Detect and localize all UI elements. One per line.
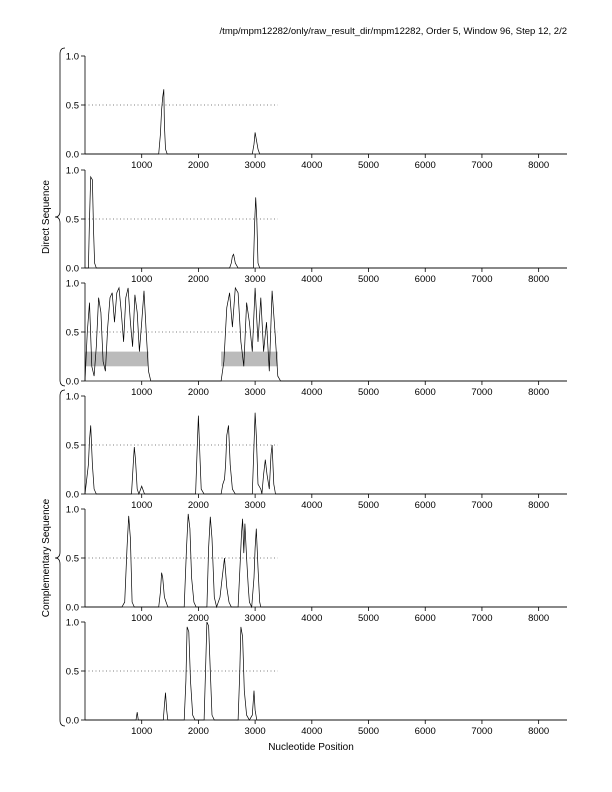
series-line [85,622,567,720]
series-line [85,89,567,154]
y-tick-label: 1.0 [65,391,79,403]
x-tick-label: 5000 [357,274,380,285]
x-tick-label: 6000 [414,613,436,624]
x-tick-label: 6000 [414,160,436,171]
panel-1 [66,52,567,172]
x-axis-label: Nucleotide Position [268,742,354,753]
x-tick-label: 5000 [357,160,380,171]
panel-5 [66,505,567,625]
group-label-complementary: Complementary Sequence [41,498,52,618]
group-label-direct: Direct Sequence [41,180,52,254]
x-tick-label: 5000 [357,726,380,737]
x-tick-label: 8000 [528,274,550,285]
x-tick-label: 3000 [244,613,266,624]
brace-direct [55,48,65,386]
x-tick-label: 5000 [357,500,380,511]
x-tick-label: 3000 [244,726,266,737]
panel-6 [66,618,567,738]
x-tick-label: 7000 [471,160,493,171]
x-tick-label: 8000 [528,726,550,737]
x-tick-label: 6000 [414,500,436,511]
x-tick-label: 1000 [131,500,153,511]
panel-4 [66,392,567,512]
x-tick-label: 2000 [187,387,209,398]
x-tick-label: 4000 [301,274,323,285]
x-tick-label: 2000 [187,160,209,171]
x-tick-label: 4000 [301,500,323,511]
panel-2 [66,166,567,286]
x-tick-label: 6000 [414,274,436,285]
x-tick-label: 8000 [528,500,550,511]
y-tick-label: 1.0 [65,278,79,290]
x-tick-label: 7000 [471,500,493,511]
x-tick-label: 3000 [244,160,266,171]
band-1 [85,352,149,367]
x-tick-label: 2000 [187,613,209,624]
y-tick-label: 0.0 [65,602,79,614]
series-line [85,413,567,494]
y-tick-label: 1.0 [65,504,79,516]
y-tick-label: 0.5 [65,666,79,678]
x-tick-label: 8000 [528,387,550,398]
x-tick-label: 5000 [357,613,380,624]
x-tick-label: 1000 [131,613,153,624]
x-tick-label: 3000 [244,274,266,285]
x-tick-label: 6000 [414,387,436,398]
x-tick-label: 3000 [244,500,266,511]
series-line [85,288,567,381]
x-tick-label: 4000 [301,387,323,398]
x-tick-label: 2000 [187,726,209,737]
x-tick-label: 5000 [357,387,380,398]
brace-complementary [55,390,65,726]
x-tick-label: 7000 [471,726,493,737]
x-tick-label: 2000 [187,274,209,285]
x-tick-label: 1000 [131,726,153,737]
x-tick-label: 4000 [301,726,323,737]
x-tick-label: 7000 [471,613,493,624]
y-tick-label: 0.5 [65,440,79,452]
x-tick-label: 3000 [244,387,266,398]
y-tick-label: 0.0 [65,263,79,275]
y-tick-label: 0.0 [65,376,79,388]
y-tick-label: 1.0 [65,51,79,63]
x-tick-label: 4000 [301,613,323,624]
x-tick-label: 4000 [301,160,323,171]
y-tick-label: 0.0 [65,489,79,501]
x-tick-label: 1000 [131,387,153,398]
panel-3 [66,279,567,399]
series-line [85,177,567,268]
y-tick-label: 0.5 [65,100,79,112]
y-tick-label: 1.0 [65,165,79,177]
y-tick-label: 1.0 [65,617,79,629]
x-tick-label: 8000 [528,160,550,171]
y-tick-label: 0.5 [65,327,79,339]
x-tick-label: 1000 [131,274,153,285]
page-title: /tmp/mpm12282/only/raw_result_dir/mpm12282, Order 5, Window 96, Step 12, 2/2 [219,26,567,37]
x-tick-label: 7000 [471,387,493,398]
y-tick-label: 0.5 [65,214,79,226]
x-tick-label: 2000 [187,500,209,511]
x-tick-label: 1000 [131,160,153,171]
x-tick-label: 8000 [528,613,550,624]
series-line [85,514,567,607]
x-tick-label: 6000 [414,726,436,737]
y-tick-label: 0.0 [65,149,79,161]
x-tick-label: 7000 [471,274,493,285]
y-tick-label: 0.0 [65,715,79,727]
y-tick-label: 0.5 [65,553,79,565]
